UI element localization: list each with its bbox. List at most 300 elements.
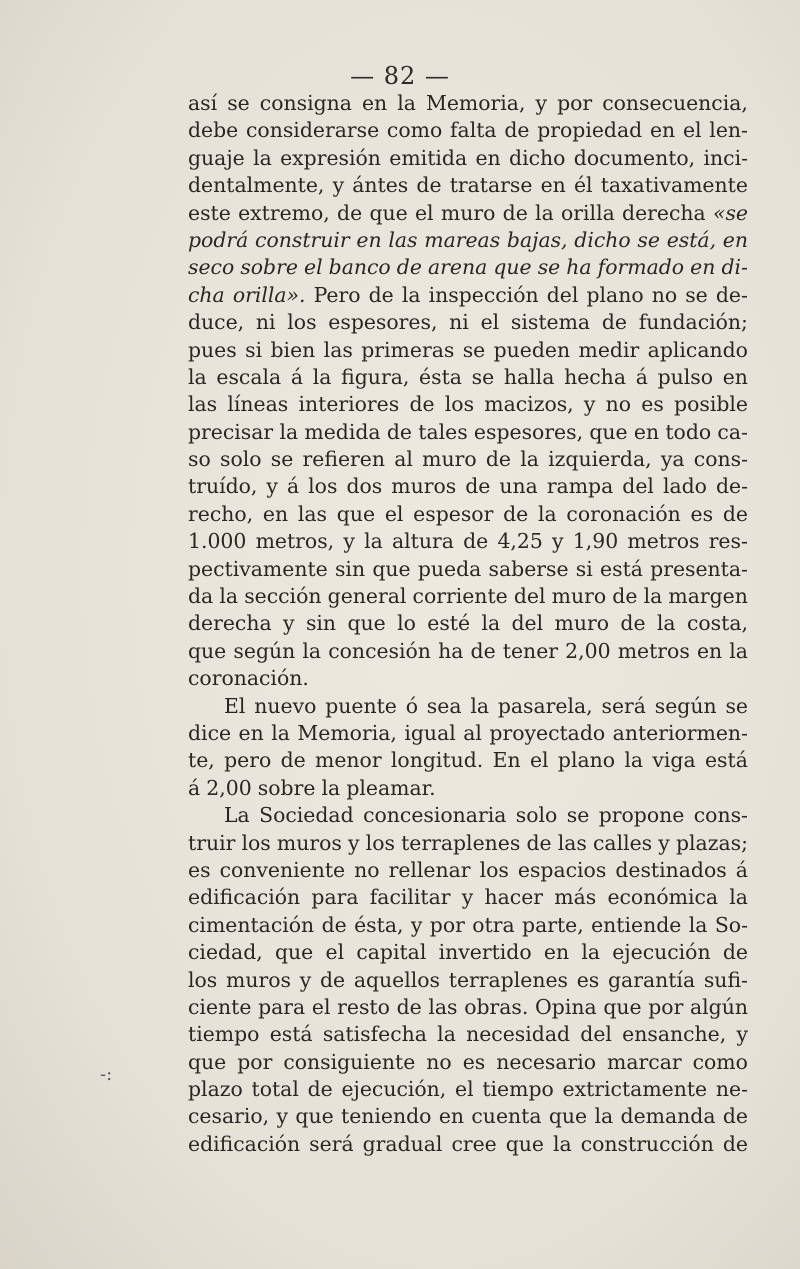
- word: La: [224, 803, 250, 828]
- word: ejecución,: [341, 1077, 447, 1102]
- word: primeras: [361, 337, 455, 362]
- word: espacios: [517, 857, 607, 882]
- word: él: [573, 173, 593, 198]
- word: que: [295, 1104, 334, 1129]
- word: sobre: [240, 255, 298, 280]
- word: de: [503, 501, 529, 526]
- word: de: [601, 310, 627, 335]
- word: halla: [503, 364, 555, 389]
- word: tiempo: [482, 1077, 554, 1102]
- text-line: [188, 473, 748, 500]
- word: metros: [627, 529, 700, 554]
- word: del: [546, 282, 579, 307]
- word: banco: [328, 255, 391, 280]
- word: en: [633, 419, 660, 444]
- word: sobre: [257, 775, 316, 800]
- word: otra: [472, 912, 515, 937]
- word: como: [386, 118, 443, 143]
- text-line: [188, 309, 748, 336]
- word: á: [286, 474, 300, 499]
- word: la: [520, 447, 539, 472]
- word: medir: [578, 337, 640, 362]
- word: se: [471, 364, 495, 389]
- word: está,: [666, 227, 717, 252]
- word: Opina: [535, 994, 597, 1019]
- word: coronación: [566, 501, 681, 526]
- word: edificación: [188, 1131, 301, 1156]
- word: tiempo: [188, 1022, 260, 1047]
- word: ejecución: [612, 940, 711, 965]
- word: no: [426, 1049, 452, 1074]
- word: corriente: [412, 584, 508, 609]
- word: se: [537, 255, 561, 280]
- word: facilitar: [369, 885, 451, 910]
- word: las: [323, 337, 353, 362]
- text-line: [188, 583, 748, 610]
- word: fundación;: [638, 310, 748, 335]
- text-line: [188, 254, 748, 281]
- word: len-: [709, 118, 748, 143]
- word: los: [308, 474, 338, 499]
- word: este: [188, 200, 231, 225]
- word: cimentación: [188, 912, 315, 937]
- word: líneas: [227, 392, 289, 417]
- word: por: [237, 1049, 273, 1074]
- text-line: [188, 830, 748, 857]
- word: total: [251, 1077, 299, 1102]
- word: así: [188, 91, 218, 115]
- text-line: [188, 610, 748, 637]
- word: de: [396, 255, 422, 280]
- word: y: [535, 91, 548, 115]
- word: las: [557, 830, 587, 855]
- word: posible: [674, 392, 748, 417]
- word: cons-: [693, 447, 748, 472]
- word: «se: [712, 200, 748, 225]
- word: como: [692, 1049, 748, 1074]
- word: que: [372, 556, 411, 581]
- word: plazo: [188, 1077, 243, 1102]
- word: y: [343, 529, 355, 554]
- word: duce,: [188, 310, 245, 335]
- text-line: [188, 994, 748, 1021]
- word: cha: [188, 282, 225, 307]
- word: emitida: [389, 145, 468, 170]
- word: la: [656, 611, 676, 636]
- word: que: [188, 638, 227, 663]
- word: en: [238, 720, 264, 745]
- word: se: [227, 91, 250, 115]
- word: construcción: [580, 1131, 714, 1156]
- word: el: [304, 255, 323, 280]
- word: por: [557, 91, 593, 115]
- word: de: [396, 994, 422, 1019]
- word: dos: [346, 474, 383, 499]
- word: terraplenes: [448, 967, 568, 992]
- word: de: [368, 282, 394, 307]
- text-line: [188, 282, 748, 309]
- text-line: [188, 172, 748, 199]
- word: izquierda,: [548, 447, 652, 472]
- word: extrictamente: [562, 1077, 708, 1102]
- word: si: [245, 337, 263, 362]
- text-line: [188, 1021, 748, 1048]
- word: los: [365, 830, 395, 855]
- word: ántes: [352, 173, 409, 198]
- word: la: [312, 364, 332, 389]
- word: los: [479, 857, 509, 882]
- word: general: [327, 584, 407, 609]
- word: la: [364, 529, 383, 554]
- word: muro: [554, 611, 610, 636]
- word: la: [643, 584, 663, 609]
- word: proyectado: [489, 720, 606, 745]
- word: las: [297, 501, 328, 526]
- text-line: [188, 884, 748, 911]
- word: hacer: [484, 885, 544, 910]
- word: falta: [449, 118, 497, 143]
- word: ca-: [717, 419, 748, 444]
- word: y: [410, 912, 423, 937]
- word: está: [704, 748, 748, 773]
- word: los: [287, 310, 317, 335]
- word: considerarse: [246, 118, 380, 143]
- word: la: [553, 1131, 572, 1156]
- word: el: [682, 118, 702, 143]
- word: que: [505, 1131, 545, 1156]
- word: aquellos: [353, 967, 441, 992]
- word: y: [266, 474, 278, 499]
- word: ni: [449, 310, 469, 335]
- word: marcar: [607, 1049, 682, 1074]
- word: altura: [391, 529, 454, 554]
- word: res-: [708, 529, 748, 554]
- word: la: [535, 200, 554, 225]
- word: es: [641, 392, 664, 417]
- word: conveniente: [219, 857, 346, 882]
- word: la: [624, 748, 644, 773]
- word: de: [321, 912, 347, 937]
- margin-mark: -:: [100, 1064, 113, 1085]
- word: de: [526, 830, 552, 855]
- word: consecuencia,: [602, 91, 748, 115]
- word: la: [481, 611, 501, 636]
- word: coronación.: [188, 666, 309, 691]
- word: á: [290, 364, 304, 389]
- word: ésta: [419, 364, 462, 389]
- word: nuevo: [254, 693, 317, 718]
- word: para: [258, 994, 306, 1019]
- word: y: [552, 529, 564, 554]
- word: que: [493, 255, 532, 280]
- word: sección: [244, 584, 322, 609]
- word: necesario: [496, 1049, 597, 1074]
- word: la: [581, 940, 600, 965]
- word: á: [735, 857, 748, 882]
- word: sistema: [510, 310, 591, 335]
- word: pectivamente: [188, 556, 328, 581]
- word: anteriormen-: [612, 720, 748, 745]
- word: pues: [188, 337, 237, 362]
- word: se: [725, 693, 748, 718]
- page-number: — 82 —: [350, 62, 450, 90]
- word: de-: [715, 282, 748, 307]
- word: Memoria,: [425, 91, 526, 115]
- word: menor: [315, 748, 382, 773]
- word: resto: [337, 994, 390, 1019]
- word: y: [276, 1104, 289, 1129]
- word: ne-: [715, 1077, 748, 1102]
- word: del: [622, 474, 654, 499]
- word: solo: [219, 447, 262, 472]
- word: espesor: [413, 501, 494, 526]
- text-line: [188, 364, 748, 391]
- word: por: [429, 912, 465, 937]
- word: muro: [422, 447, 477, 472]
- word: inci-: [703, 145, 748, 170]
- word: al: [394, 447, 413, 472]
- word: te,: [188, 748, 215, 773]
- word: demanda: [620, 1104, 716, 1129]
- word: de: [722, 1104, 748, 1129]
- word: la: [219, 584, 239, 609]
- word: 2,00: [565, 638, 611, 663]
- word: terraplenes: [401, 830, 521, 855]
- word: del: [511, 611, 544, 636]
- word: metros: [617, 638, 690, 663]
- text-line: [188, 1049, 748, 1076]
- word: en: [475, 145, 501, 170]
- word: obras.: [464, 994, 529, 1019]
- word: pero: [224, 748, 272, 773]
- word: de: [504, 118, 530, 143]
- text-line: [188, 747, 748, 774]
- word: que: [589, 419, 628, 444]
- word: de: [722, 1131, 748, 1156]
- word: costa,: [686, 611, 748, 636]
- word: ciente: [188, 994, 252, 1019]
- word: garantía: [607, 967, 696, 992]
- word: si: [575, 556, 593, 581]
- word: no: [354, 857, 380, 882]
- word: económica: [607, 885, 719, 910]
- word: de: [337, 200, 363, 225]
- word: en: [361, 91, 388, 115]
- word: de: [722, 501, 748, 526]
- word: en: [540, 173, 566, 198]
- word: una: [499, 474, 538, 499]
- word: plano: [557, 748, 616, 773]
- word: la: [279, 419, 299, 444]
- word: en: [722, 227, 748, 252]
- word: en: [356, 227, 382, 252]
- word: y: [736, 1022, 748, 1047]
- text-line: [188, 200, 748, 227]
- word: expresión: [280, 145, 381, 170]
- word: de: [465, 474, 491, 499]
- word: la: [253, 145, 272, 170]
- word: arena: [428, 255, 488, 280]
- word: So-: [714, 912, 748, 937]
- word: de-: [715, 474, 748, 499]
- word: saberse: [488, 556, 569, 581]
- word: según: [233, 638, 296, 663]
- word: dentalmente,: [188, 173, 325, 198]
- text-line: [188, 912, 748, 939]
- text-line: [188, 1076, 748, 1103]
- word: la: [729, 885, 748, 910]
- word: En: [492, 748, 521, 773]
- word: la: [729, 638, 748, 663]
- word: que: [188, 1049, 227, 1074]
- word: rampa: [546, 474, 614, 499]
- word: los: [241, 830, 271, 855]
- word: esté: [427, 611, 471, 636]
- word: es: [690, 501, 714, 526]
- word: las: [428, 994, 458, 1019]
- text-line: [188, 857, 748, 884]
- word: pueda: [417, 556, 482, 581]
- text-line: [188, 419, 748, 446]
- word: los: [444, 392, 475, 417]
- word: pulso: [657, 364, 714, 389]
- word: en: [543, 940, 570, 965]
- word: de: [463, 529, 489, 554]
- word: la: [401, 282, 421, 307]
- word: en: [696, 638, 723, 663]
- word: solo: [515, 803, 558, 828]
- text-line: [188, 802, 748, 829]
- word: cons-: [693, 803, 748, 828]
- word: para: [311, 885, 359, 910]
- word: se: [637, 227, 660, 252]
- word: la: [470, 693, 490, 718]
- word: de: [307, 1077, 333, 1102]
- word: ha: [438, 638, 464, 663]
- word: muro: [551, 584, 607, 609]
- word: macizos,: [484, 392, 574, 417]
- word: en: [262, 501, 289, 526]
- word: al: [463, 720, 482, 745]
- word: sin: [305, 611, 337, 636]
- body-text: [188, 90, 748, 1158]
- word: viga: [652, 748, 696, 773]
- word: sufi-: [703, 967, 748, 992]
- word: destinados: [615, 857, 727, 882]
- word: plano: [586, 282, 644, 307]
- word: será: [601, 693, 646, 718]
- text-line: [188, 967, 748, 994]
- word: ni: [255, 310, 276, 335]
- word: interiores: [298, 392, 400, 417]
- text-line: [188, 337, 748, 364]
- word: de: [386, 419, 412, 444]
- word: la: [688, 912, 708, 937]
- word: recho,: [188, 501, 254, 526]
- word: está: [269, 1022, 313, 1047]
- word: Sociedad: [259, 803, 354, 828]
- word: dicho: [574, 227, 631, 252]
- word: escala: [216, 364, 282, 389]
- word: de: [409, 392, 435, 417]
- word: la: [302, 638, 322, 663]
- word: la: [594, 1104, 614, 1129]
- word: en: [690, 255, 716, 280]
- text-line: [188, 556, 748, 583]
- word: será: [309, 1131, 354, 1156]
- word: de: [280, 748, 306, 773]
- word: tales: [418, 419, 468, 444]
- word: y: [658, 830, 670, 855]
- word: derecha: [188, 611, 272, 636]
- word: muros: [391, 474, 457, 499]
- word: el: [311, 994, 331, 1019]
- word: es: [576, 967, 600, 992]
- word: metros,: [255, 529, 335, 554]
- word: ésta,: [354, 912, 404, 937]
- word: el: [529, 748, 549, 773]
- word: se: [270, 447, 294, 472]
- word: truído,: [188, 474, 258, 499]
- word: margen: [668, 584, 748, 609]
- word: hecha: [564, 364, 626, 389]
- word: de: [502, 200, 528, 225]
- word: satisfecha: [322, 1022, 427, 1047]
- word: el: [480, 310, 500, 335]
- word: es: [188, 857, 211, 882]
- text-line: [188, 1103, 748, 1130]
- word: El: [224, 693, 246, 718]
- text-line: [188, 775, 748, 802]
- word: bien: [270, 337, 316, 362]
- word: propiedad: [537, 118, 643, 143]
- word: presenta-: [650, 556, 748, 581]
- word: 2,00: [206, 775, 252, 800]
- word: gradual: [362, 1131, 443, 1156]
- word: extremo,: [238, 200, 330, 225]
- text-line: [188, 528, 748, 555]
- word: las: [188, 392, 218, 417]
- word: la: [537, 501, 557, 526]
- word: refieren: [302, 447, 385, 472]
- word: di-: [721, 255, 748, 280]
- word: muros: [276, 830, 342, 855]
- word: consigna: [259, 91, 352, 115]
- word: no: [651, 282, 678, 307]
- word: que: [603, 994, 642, 1019]
- word: orilla».: [232, 282, 306, 307]
- word: á: [188, 775, 201, 800]
- text-line: [188, 1131, 748, 1158]
- word: del: [580, 1022, 612, 1047]
- word: y: [299, 967, 312, 992]
- word: es: [462, 1049, 486, 1074]
- word: que: [548, 1104, 588, 1129]
- word: y: [461, 885, 474, 910]
- word: concesión: [328, 638, 431, 663]
- word: aplicando: [647, 337, 748, 362]
- text-line: [188, 501, 748, 528]
- word: propone: [598, 803, 685, 828]
- word: en: [438, 1104, 465, 1129]
- word: edificación: [188, 885, 301, 910]
- word: está: [600, 556, 643, 581]
- word: se: [462, 337, 486, 362]
- word: 1.000: [188, 529, 247, 554]
- word: bajas,: [506, 227, 568, 252]
- word: dicho: [509, 145, 566, 170]
- word: cesario,: [188, 1104, 270, 1129]
